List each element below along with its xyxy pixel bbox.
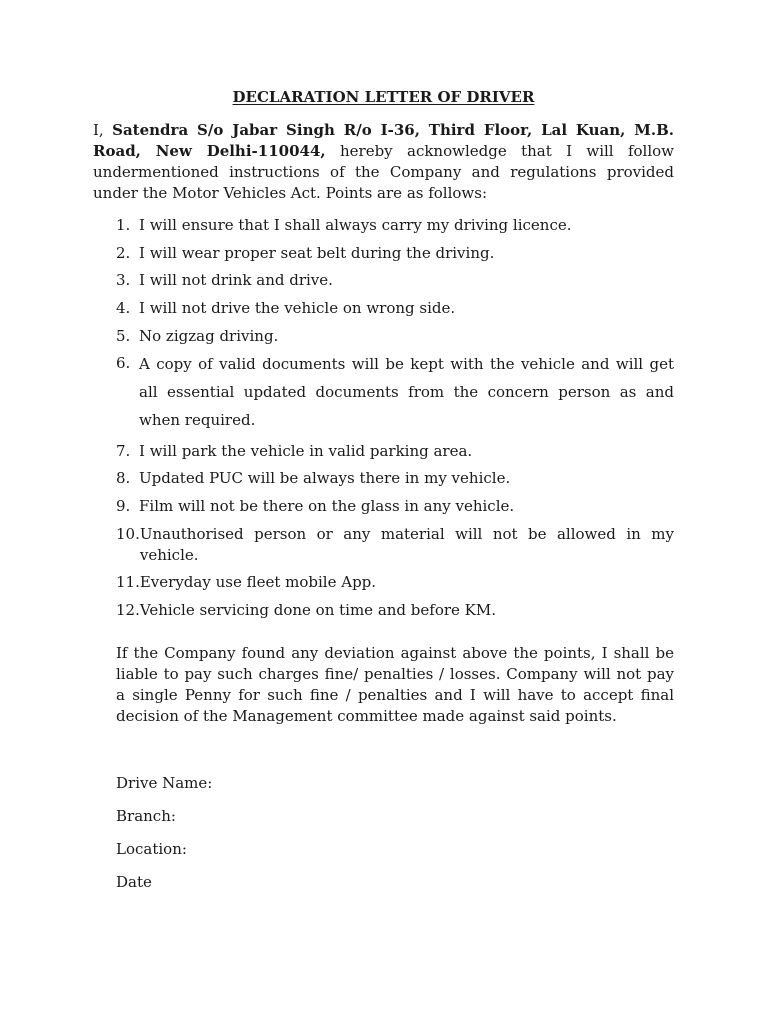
rule-text: Updated PUC will be always there in my vehicle. bbox=[139, 469, 511, 488]
rule-item bbox=[116, 572, 674, 593]
rule-item bbox=[116, 298, 674, 319]
rule-item bbox=[116, 243, 674, 264]
branch-label: Branch: bbox=[116, 807, 176, 826]
rule-item bbox=[116, 441, 674, 462]
rule-text: A copy of valid documents will be kept with the vehicle and will get all essential updated documents from the concern person as and when required. bbox=[139, 354, 674, 429]
rules-list bbox=[93, 215, 674, 621]
rule-number: 10. bbox=[116, 524, 140, 543]
rule-text: Unauthorised person or any material will not be allowed in my vehicle. bbox=[139, 524, 674, 564]
location-label: Location: bbox=[116, 840, 187, 859]
rule-text: No zigzag driving. bbox=[139, 326, 279, 345]
rule-text: Everyday use fleet mobile App. bbox=[139, 573, 377, 592]
rule-item bbox=[116, 326, 674, 347]
rule-text: I will not drink and drive. bbox=[139, 271, 333, 290]
rule-item bbox=[116, 496, 674, 517]
closing-paragraph: If the Company found any deviation against above the points, I shall be liable to pay such charges fine/ penalties / losses. Company will not pay a single Penny for such fine / penalties and I will have to accept final decision of the Management committee made against said points. bbox=[116, 644, 674, 726]
intro-prefix: I, bbox=[93, 121, 113, 139]
rule-text: I will park the vehicle in valid parking area. bbox=[139, 441, 473, 460]
rule-number: 4. bbox=[116, 299, 131, 318]
rule-item bbox=[116, 600, 674, 621]
intro-rest: hereby acknowledge that I will follow undermentioned instructions of the Company and regulations provided under the Motor Vehicles Act. Points are as follows: bbox=[93, 142, 675, 202]
driver-name-label: Drive Name: bbox=[116, 774, 213, 793]
rule-number: 3. bbox=[116, 271, 131, 290]
rule-text: I will not drive the vehicle on wrong side. bbox=[139, 299, 456, 318]
rule-text: I will wear proper seat belt during the driving. bbox=[139, 243, 495, 262]
rule-number: 12. bbox=[116, 601, 140, 620]
rule-number: 2. bbox=[116, 243, 131, 262]
document-title: DECLARATION LETTER OF DRIVER bbox=[232, 88, 535, 106]
rule-number: 6. bbox=[116, 354, 131, 373]
intro-paragraph bbox=[93, 120, 674, 204]
rule-item bbox=[116, 353, 674, 434]
rule-item bbox=[116, 215, 674, 236]
rule-item bbox=[116, 468, 674, 489]
rule-text: Film will not be there on the glass in any vehicle. bbox=[139, 497, 515, 515]
date-label: Date bbox=[116, 873, 152, 892]
rule-number: 1. bbox=[116, 216, 131, 234]
rule-item bbox=[116, 270, 674, 291]
signature-fields bbox=[116, 773, 674, 905]
rule-number: 7. bbox=[116, 441, 131, 460]
intro-driver-details: Satendra S/o Jabar Singh R/o I-36, Third Floor, Lal Kuan, M.B. Road, New Delhi-110044, bbox=[93, 121, 674, 160]
rule-text: I will ensure that I shall always carry my driving licence. bbox=[139, 216, 572, 234]
rule-number: 5. bbox=[116, 326, 131, 345]
rule-number: 11. bbox=[116, 573, 140, 592]
rule-number: 8. bbox=[116, 469, 131, 488]
rule-item bbox=[116, 524, 674, 566]
rule-text: Vehicle servicing done on time and before KM. bbox=[139, 601, 497, 620]
rule-number: 9. bbox=[116, 497, 131, 515]
